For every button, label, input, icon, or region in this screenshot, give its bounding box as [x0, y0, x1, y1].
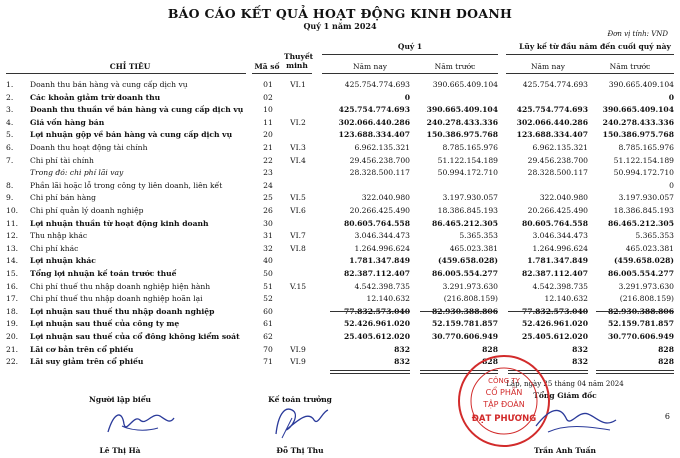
row-quarter-last-year: 30.770.606.949: [431, 332, 498, 341]
row-ytd-last-year: 50.994.172.710: [613, 168, 674, 178]
row-quarter-last-year: 240.278.433.336: [426, 117, 498, 127]
report-period: Quý 1 năm 2024: [303, 21, 377, 31]
accountant-signature: [262, 400, 342, 442]
stamp-line-3: TẬP ĐOÀN: [483, 400, 525, 409]
row-ytd-last-year: 150.386.975.768: [602, 130, 674, 140]
row-quarter-last-year: 82.930.388.806: [431, 306, 498, 316]
row-ytd-this-year: 6.962.135.321: [532, 143, 588, 152]
row-indicator: Lãi cơ bản trên cổ phiếu: [30, 344, 134, 354]
row-quarter-this-year: 52.426.961.020: [343, 319, 410, 329]
accountant-title: Kế toán trưởng: [268, 395, 332, 404]
row-number: 11.: [6, 218, 19, 228]
row-quarter-last-year: 51.122.154.189: [437, 155, 498, 165]
row-quarter-this-year: 77.832.573.040: [343, 306, 410, 316]
row-note: VI.8: [290, 243, 306, 253]
row-quarter-last-year: 3.291.973.630: [442, 281, 498, 291]
row-note: VI.6: [290, 206, 306, 215]
row-indicator: Chi phí quản lý doanh nghiệp: [30, 206, 144, 215]
row-indicator: Chi phí khác: [30, 243, 79, 253]
row-indicator: Doanh thu thuần về bán hàng và cung cấp dịch vụ: [30, 105, 244, 115]
accountant-name: Đỗ Thị Thu: [276, 446, 324, 455]
row-quarter-this-year: 123.688.334.407: [338, 130, 410, 140]
row-number: 2.: [6, 92, 14, 102]
row-indicator: Giá vốn hàng bán: [30, 117, 105, 127]
row-quarter-this-year: 80.605.764.558: [343, 218, 410, 228]
row-indicator: Lợi nhuận sau thuế thu nhập doanh nghiệp: [30, 306, 215, 316]
row-indicator: Chi phí bán hàng: [30, 193, 97, 203]
row-note: VI.2: [290, 117, 306, 127]
row-ytd-last-year: 30.770.606.949: [607, 332, 674, 341]
row-quarter-last-year: 18.386.845.193: [437, 206, 498, 215]
row-quarter-last-year: 86.005.554.277: [431, 269, 498, 278]
row-ytd-this-year: 1.264.996.624: [532, 243, 588, 253]
row-number: 20.: [6, 332, 19, 341]
row-quarter-last-year: 3.197.930.057: [442, 193, 498, 203]
row-note: VI.5: [290, 193, 306, 203]
row-indicator: Lợi nhuận sau thuế của cổ đông không kiểm soát: [30, 332, 240, 341]
row-indicator: Lợi nhuận sau thuế của công ty mẹ: [30, 319, 180, 329]
row-code: 02: [263, 92, 273, 102]
row-quarter-last-year: (216.808.159): [443, 294, 498, 304]
row-number: 4.: [6, 117, 14, 127]
row-code: 10: [263, 105, 273, 115]
row-note: VI.3: [290, 143, 306, 152]
row-indicator: Lợi nhuận gộp về bán hàng và cung cấp dịch vụ: [30, 130, 233, 140]
row-ytd-last-year: 390.665.409.104: [608, 80, 674, 89]
row-quarter-last-year: 8.785.165.976: [442, 143, 498, 152]
row-code: 32: [263, 243, 273, 253]
total-line-b: [420, 311, 498, 312]
row-ytd-last-year: 0: [668, 92, 674, 102]
row-code: 62: [263, 332, 273, 341]
row-ytd-last-year: 8.785.165.976: [618, 143, 674, 152]
row-code: 30: [263, 218, 273, 228]
row-ytd-last-year: 3.291.973.630: [618, 281, 674, 291]
header-bottom-line-2: [252, 73, 312, 74]
row-quarter-last-year: 465.023.381: [449, 243, 498, 253]
header-y-this-year: Năm nay: [530, 62, 566, 71]
currency-unit: Đơn vị tính: VND: [607, 30, 668, 38]
row-code: 25: [263, 193, 273, 203]
director-signature: [530, 400, 620, 442]
row-quarter-last-year: 390.665.409.104: [432, 80, 498, 89]
row-ytd-this-year: 77.832.573.040: [521, 306, 588, 316]
row-indicator: Lợi nhuận khác: [30, 256, 96, 266]
row-number: 5.: [6, 130, 14, 140]
row-code: 52: [263, 294, 273, 304]
row-ytd-last-year: 240.278.433.336: [602, 117, 674, 127]
row-ytd-last-year: 18.386.845.193: [613, 206, 674, 215]
row-code: 01: [263, 80, 273, 89]
row-quarter-this-year: 20.266.425.490: [349, 206, 410, 215]
row-quarter-this-year: 82.387.112.407: [343, 269, 410, 278]
row-number: 15.: [6, 269, 19, 278]
total-line-i: [330, 373, 410, 374]
total-line-d: [596, 311, 674, 312]
page-number: 6: [664, 412, 670, 421]
row-quarter-this-year: 4.542.398.735: [354, 281, 410, 291]
stamp-line-4: ĐẠT PHƯƠNG: [471, 414, 537, 424]
row-quarter-this-year: 322.040.980: [361, 193, 410, 203]
header-note: Thuyết minh: [284, 52, 314, 70]
row-code: 23: [263, 168, 273, 178]
row-quarter-this-year: 28.328.500.117: [349, 168, 410, 178]
row-ytd-this-year: 52.426.961.020: [521, 319, 588, 329]
row-quarter-last-year: 50.994.172.710: [437, 168, 498, 178]
row-note: VI.4: [290, 155, 306, 165]
header-indicator: CHỈ TIÊU: [109, 62, 151, 71]
row-ytd-this-year: 322.040.980: [539, 193, 588, 203]
row-note: VI.9: [290, 344, 306, 354]
row-ytd-this-year: 832: [572, 357, 588, 367]
row-ytd-last-year: 82.930.388.806: [607, 306, 674, 316]
row-number: 16.: [6, 281, 19, 291]
row-indicator: Lợi nhuận thuần từ hoạt động kinh doanh: [30, 218, 209, 228]
total-line-c: [508, 311, 588, 312]
row-number: 13.: [6, 243, 19, 253]
row-number: 12.: [6, 231, 19, 241]
header-line-ytd: [506, 54, 674, 55]
row-ytd-last-year: 3.197.930.057: [618, 193, 674, 203]
row-note: VI.7: [290, 231, 306, 241]
header-y-last-year: Năm trước: [609, 62, 651, 71]
row-quarter-this-year: 832: [394, 344, 410, 354]
row-ytd-last-year: 465.023.381: [625, 243, 674, 253]
row-quarter-last-year: 86.465.212.305: [431, 218, 498, 228]
row-indicator: Phần lãi hoặc lỗ trong công ty liên doanh, liên kết: [30, 180, 223, 190]
preparer-signature: [100, 402, 180, 442]
row-ytd-this-year: 1.781.347.849: [527, 256, 588, 266]
row-ytd-this-year: 302.066.440.286: [516, 117, 588, 127]
total-line-h: [596, 370, 674, 371]
row-ytd-this-year: 425.754.774.693: [522, 80, 588, 89]
row-number: 7.: [6, 155, 14, 165]
row-indicator: Chi phí tài chính: [30, 155, 94, 165]
row-ytd-last-year: 0: [669, 180, 674, 190]
row-quarter-last-year: 150.386.975.768: [426, 130, 498, 140]
row-code: 21: [263, 143, 273, 152]
header-line-quarter: [322, 54, 498, 55]
row-quarter-this-year: 12.140.632: [366, 294, 410, 304]
row-ytd-this-year: 4.542.398.735: [532, 281, 588, 291]
row-ytd-last-year: (459.658.028): [613, 256, 674, 266]
row-quarter-last-year: (459.658.028): [437, 256, 498, 266]
row-quarter-last-year: 828: [482, 357, 498, 367]
row-ytd-last-year: 5.365.353: [635, 231, 674, 241]
row-ytd-last-year: 390.665.409.104: [602, 105, 674, 115]
row-indicator: Thu nhập khác: [30, 231, 88, 241]
row-code: 26: [263, 206, 273, 215]
row-ytd-this-year: 12.140.632: [544, 294, 588, 304]
preparer-title: Người lập biểu: [89, 395, 151, 404]
row-quarter-this-year: 832: [394, 357, 410, 367]
row-quarter-this-year: 1.781.347.849: [349, 256, 410, 266]
row-quarter-last-year: 828: [482, 344, 498, 354]
header-bottom-line-3: [322, 73, 498, 74]
row-indicator: Chi phí thuế thu nhập doanh nghiệp hoãn lại: [30, 294, 203, 304]
row-ytd-this-year: 3.046.344.473: [532, 231, 588, 241]
header-bottom-line-1: [6, 73, 246, 74]
stamp-line-1: CÔNG TY: [488, 377, 520, 385]
director-name: Trần Anh Tuấn: [534, 446, 596, 455]
row-quarter-last-year: 52.159.781.857: [431, 319, 498, 329]
date-line: Lập, ngày 25 tháng 04 năm 2024: [506, 380, 624, 388]
row-code: 31: [263, 231, 273, 241]
row-ytd-this-year: 29.456.238.700: [527, 155, 588, 165]
row-indicator: Tổng lợi nhuận kế toán trước thuế: [30, 269, 177, 278]
row-ytd-last-year: (216.808.159): [619, 294, 674, 304]
row-ytd-last-year: 86.465.212.305: [607, 218, 674, 228]
row-code: 70: [263, 344, 273, 354]
row-code: 50: [263, 269, 273, 278]
row-ytd-last-year: 828: [658, 357, 674, 367]
row-indicator: Doanh thu hoạt động tài chính: [30, 143, 148, 152]
header-ytd: Lũy kế từ đầu năm đến cuối quý này: [519, 42, 671, 51]
row-code: 11: [263, 117, 273, 127]
row-ytd-last-year: 52.159.781.857: [607, 319, 674, 329]
row-note: V.15: [289, 281, 307, 291]
row-code: 24: [263, 180, 273, 190]
row-quarter-this-year: 6.962.135.321: [354, 143, 410, 152]
row-code: 22: [263, 155, 273, 165]
row-ytd-this-year: 28.328.500.117: [527, 168, 588, 178]
row-code: 20: [263, 130, 273, 140]
row-quarter-last-year: 390.665.409.104: [426, 105, 498, 115]
stamp-line-2: CỔ PHẦN: [485, 388, 523, 397]
row-indicator: Lãi suy giảm trên cổ phiếu: [30, 357, 144, 367]
row-indicator: Các khoản giảm trừ doanh thu: [30, 92, 161, 102]
row-quarter-this-year: 25.405.612.020: [343, 332, 410, 341]
row-code: 60: [263, 306, 273, 316]
director-title: Tổng Giám đốc: [533, 391, 597, 400]
total-line-e: [330, 370, 410, 371]
row-number: 14.: [6, 256, 19, 266]
row-number: 3.: [6, 105, 14, 115]
row-ytd-this-year: 20.266.425.490: [527, 206, 588, 215]
row-ytd-this-year: 123.688.334.407: [516, 130, 588, 140]
row-ytd-this-year: 832: [572, 344, 588, 354]
row-ytd-this-year: 80.605.764.558: [521, 218, 588, 228]
row-number: 19.: [6, 319, 19, 329]
row-number: 22.: [6, 357, 19, 367]
row-number: 18.: [6, 306, 19, 316]
row-ytd-this-year: 82.387.112.407: [521, 269, 588, 278]
row-quarter-this-year: 425.754.774.693: [338, 105, 410, 115]
row-ytd-last-year: 828: [658, 344, 674, 354]
preparer-name: Lê Thị Hà: [99, 446, 141, 455]
row-note: VI.1: [290, 80, 306, 89]
row-number: 9.: [6, 193, 14, 203]
header-code: Mã số: [254, 62, 280, 71]
row-code: 40: [263, 256, 273, 266]
total-line-a: [330, 311, 410, 312]
row-ytd-this-year: 25.405.612.020: [521, 332, 588, 341]
row-quarter-this-year: 3.046.344.473: [354, 231, 410, 241]
row-indicator: Doanh thu bán hàng và cung cấp dịch vụ: [30, 80, 188, 89]
row-quarter-this-year: 29.456.238.700: [349, 155, 410, 165]
row-code: 71: [263, 357, 273, 367]
header-bottom-line-4: [506, 73, 674, 74]
row-code: 61: [263, 319, 273, 329]
row-ytd-this-year: 425.754.774.693: [516, 105, 588, 115]
row-number: 6.: [6, 143, 14, 152]
header-q-this-year: Năm nay: [352, 62, 388, 71]
row-number: 10.: [6, 206, 19, 215]
row-quarter-last-year: 5.365.353: [459, 231, 498, 241]
row-number: 1.: [6, 80, 14, 89]
row-number: 8.: [6, 180, 14, 190]
row-ytd-last-year: 86.005.554.277: [607, 269, 674, 278]
row-number: 17.: [6, 294, 19, 304]
row-indicator: Trong đó: chi phí lãi vay: [30, 168, 124, 178]
row-quarter-this-year: 302.066.440.286: [338, 117, 410, 127]
row-number: 21.: [6, 344, 19, 354]
header-q-last-year: Năm trước: [434, 62, 476, 71]
row-quarter-this-year: 0: [404, 92, 410, 102]
report-title: BÁO CÁO KẾT QUẢ HOẠT ĐỘNG KINH DOANH: [167, 6, 513, 21]
row-note: VI.9: [290, 357, 306, 367]
header-quarter: Quý 1: [397, 42, 423, 51]
row-quarter-this-year: 425.754.774.693: [344, 80, 410, 89]
total-line-l: [596, 373, 674, 374]
row-quarter-this-year: 1.264.996.624: [354, 243, 410, 253]
row-indicator: Chi phí thuế thu nhập doanh nghiệp hiện hành: [30, 281, 211, 291]
row-code: 51: [263, 281, 273, 291]
row-ytd-last-year: 51.122.154.189: [613, 155, 674, 165]
